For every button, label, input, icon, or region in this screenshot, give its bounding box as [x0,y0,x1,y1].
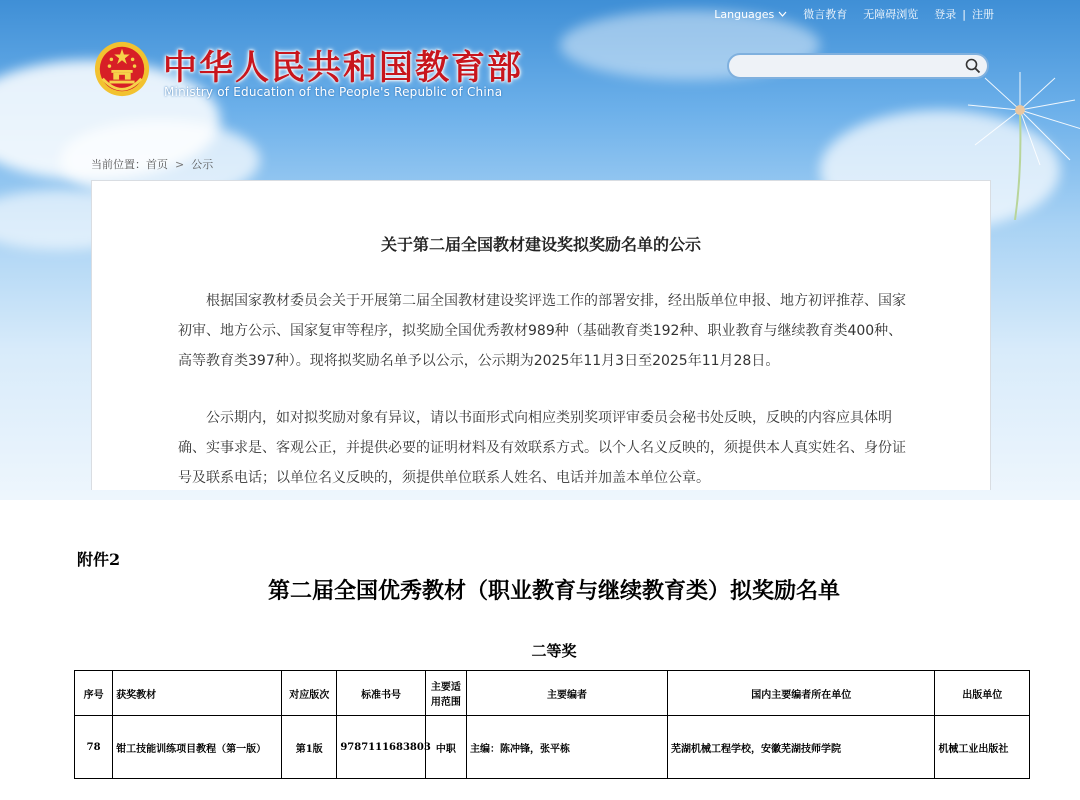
search-input[interactable] [739,57,963,77]
breadcrumb-prefix: 当前位置： [91,158,146,171]
column-header: 国内主要编者所在单位 [668,671,935,716]
breadcrumb [91,156,213,172]
attachment-title: 第二届全国优秀教材（职业教育与继续教育类）拟奖励名单 [267,578,840,604]
award-level-heading: 二等奖 [531,642,577,660]
languages-dropdown[interactable] [714,8,787,21]
column-header: 序号 [75,671,113,716]
notice-card [91,180,991,490]
accessible-browse-link[interactable]: 无障碍浏览 [863,8,919,21]
table-cell: 芜湖机械工程学校，安徽芜湖技师学院 [668,716,935,779]
column-header: 主要适用范围 [425,671,466,716]
table-cell: 机械工业出版社 [935,716,1030,779]
column-header: 出版单位 [935,671,1030,716]
site-subtitle: Ministry of Education of the People's Republic of China [164,85,503,99]
chevron-down-icon [778,11,787,17]
site-title[interactable]: 中华人民共和国教育部 [163,48,523,88]
table-cell: 主编：陈冲锋，张平栋 [467,716,668,779]
column-header: 主要编者 [467,671,668,716]
notice-paragraph-1: 根据国家教材委员会关于开展第二届全国教材建设奖评选工作的部署安排，经出版单位申报、地方初评推荐、国家初审、地方公示、国家复审等程序，拟奖励全国优秀教材989种（基础教育类192种、职业教育与继续教育类400种、高等教育类397种）。现将拟奖励名单予以公示，公示期为2025年11月3日至2025年11月28日。 [178,293,906,369]
search-box [727,53,989,79]
login-link[interactable]: 登录 [934,8,957,21]
attachment-label: 附件2 [77,550,121,569]
nav-separator: | [962,7,966,21]
breadcrumb-current[interactable]: 公示 [191,158,214,171]
award-table [74,670,1030,779]
table-cell: 第1版 [282,716,337,779]
notice-paragraph-2: 公示期内，如对拟奖励对象有异议，请以书面形式向相应类别奖项评审委员会秘书处反映，反映的内容应具体明确、实事求是、客观公正，并提供必要的证明材料及有效联系方式。以个人名义反映的，须提供本人真实姓名、身份证号及联系电话；以单位名义反映的，须提供单位联系人姓名、电话并加盖本单位公章。 [178,410,906,486]
table-cell: 钳工技能训练项目教程（第一版） [113,716,282,779]
search-icon[interactable] [965,58,981,74]
breadcrumb-arrow: > [175,158,185,171]
column-header: 获奖教材 [113,671,282,716]
national-emblem-icon[interactable] [93,40,151,98]
table-cell: 中职 [425,716,466,779]
table-cell: 9787111683803 [337,716,425,779]
register-link[interactable]: 注册 [972,8,994,21]
table-cell: 78 [75,716,113,779]
top-nav [714,5,994,23]
column-header: 对应版次 [282,671,337,716]
table-header-row [75,671,1030,716]
languages-label: Languages [714,7,775,21]
column-header: 标准书号 [337,671,425,716]
notice-title: 关于第二届全国教材建设奖拟奖励名单的公示 [380,235,701,254]
breadcrumb-home[interactable]: 首页 [146,158,168,171]
table-row [75,716,1030,779]
weiyan-link[interactable]: 微言教育 [803,8,848,21]
